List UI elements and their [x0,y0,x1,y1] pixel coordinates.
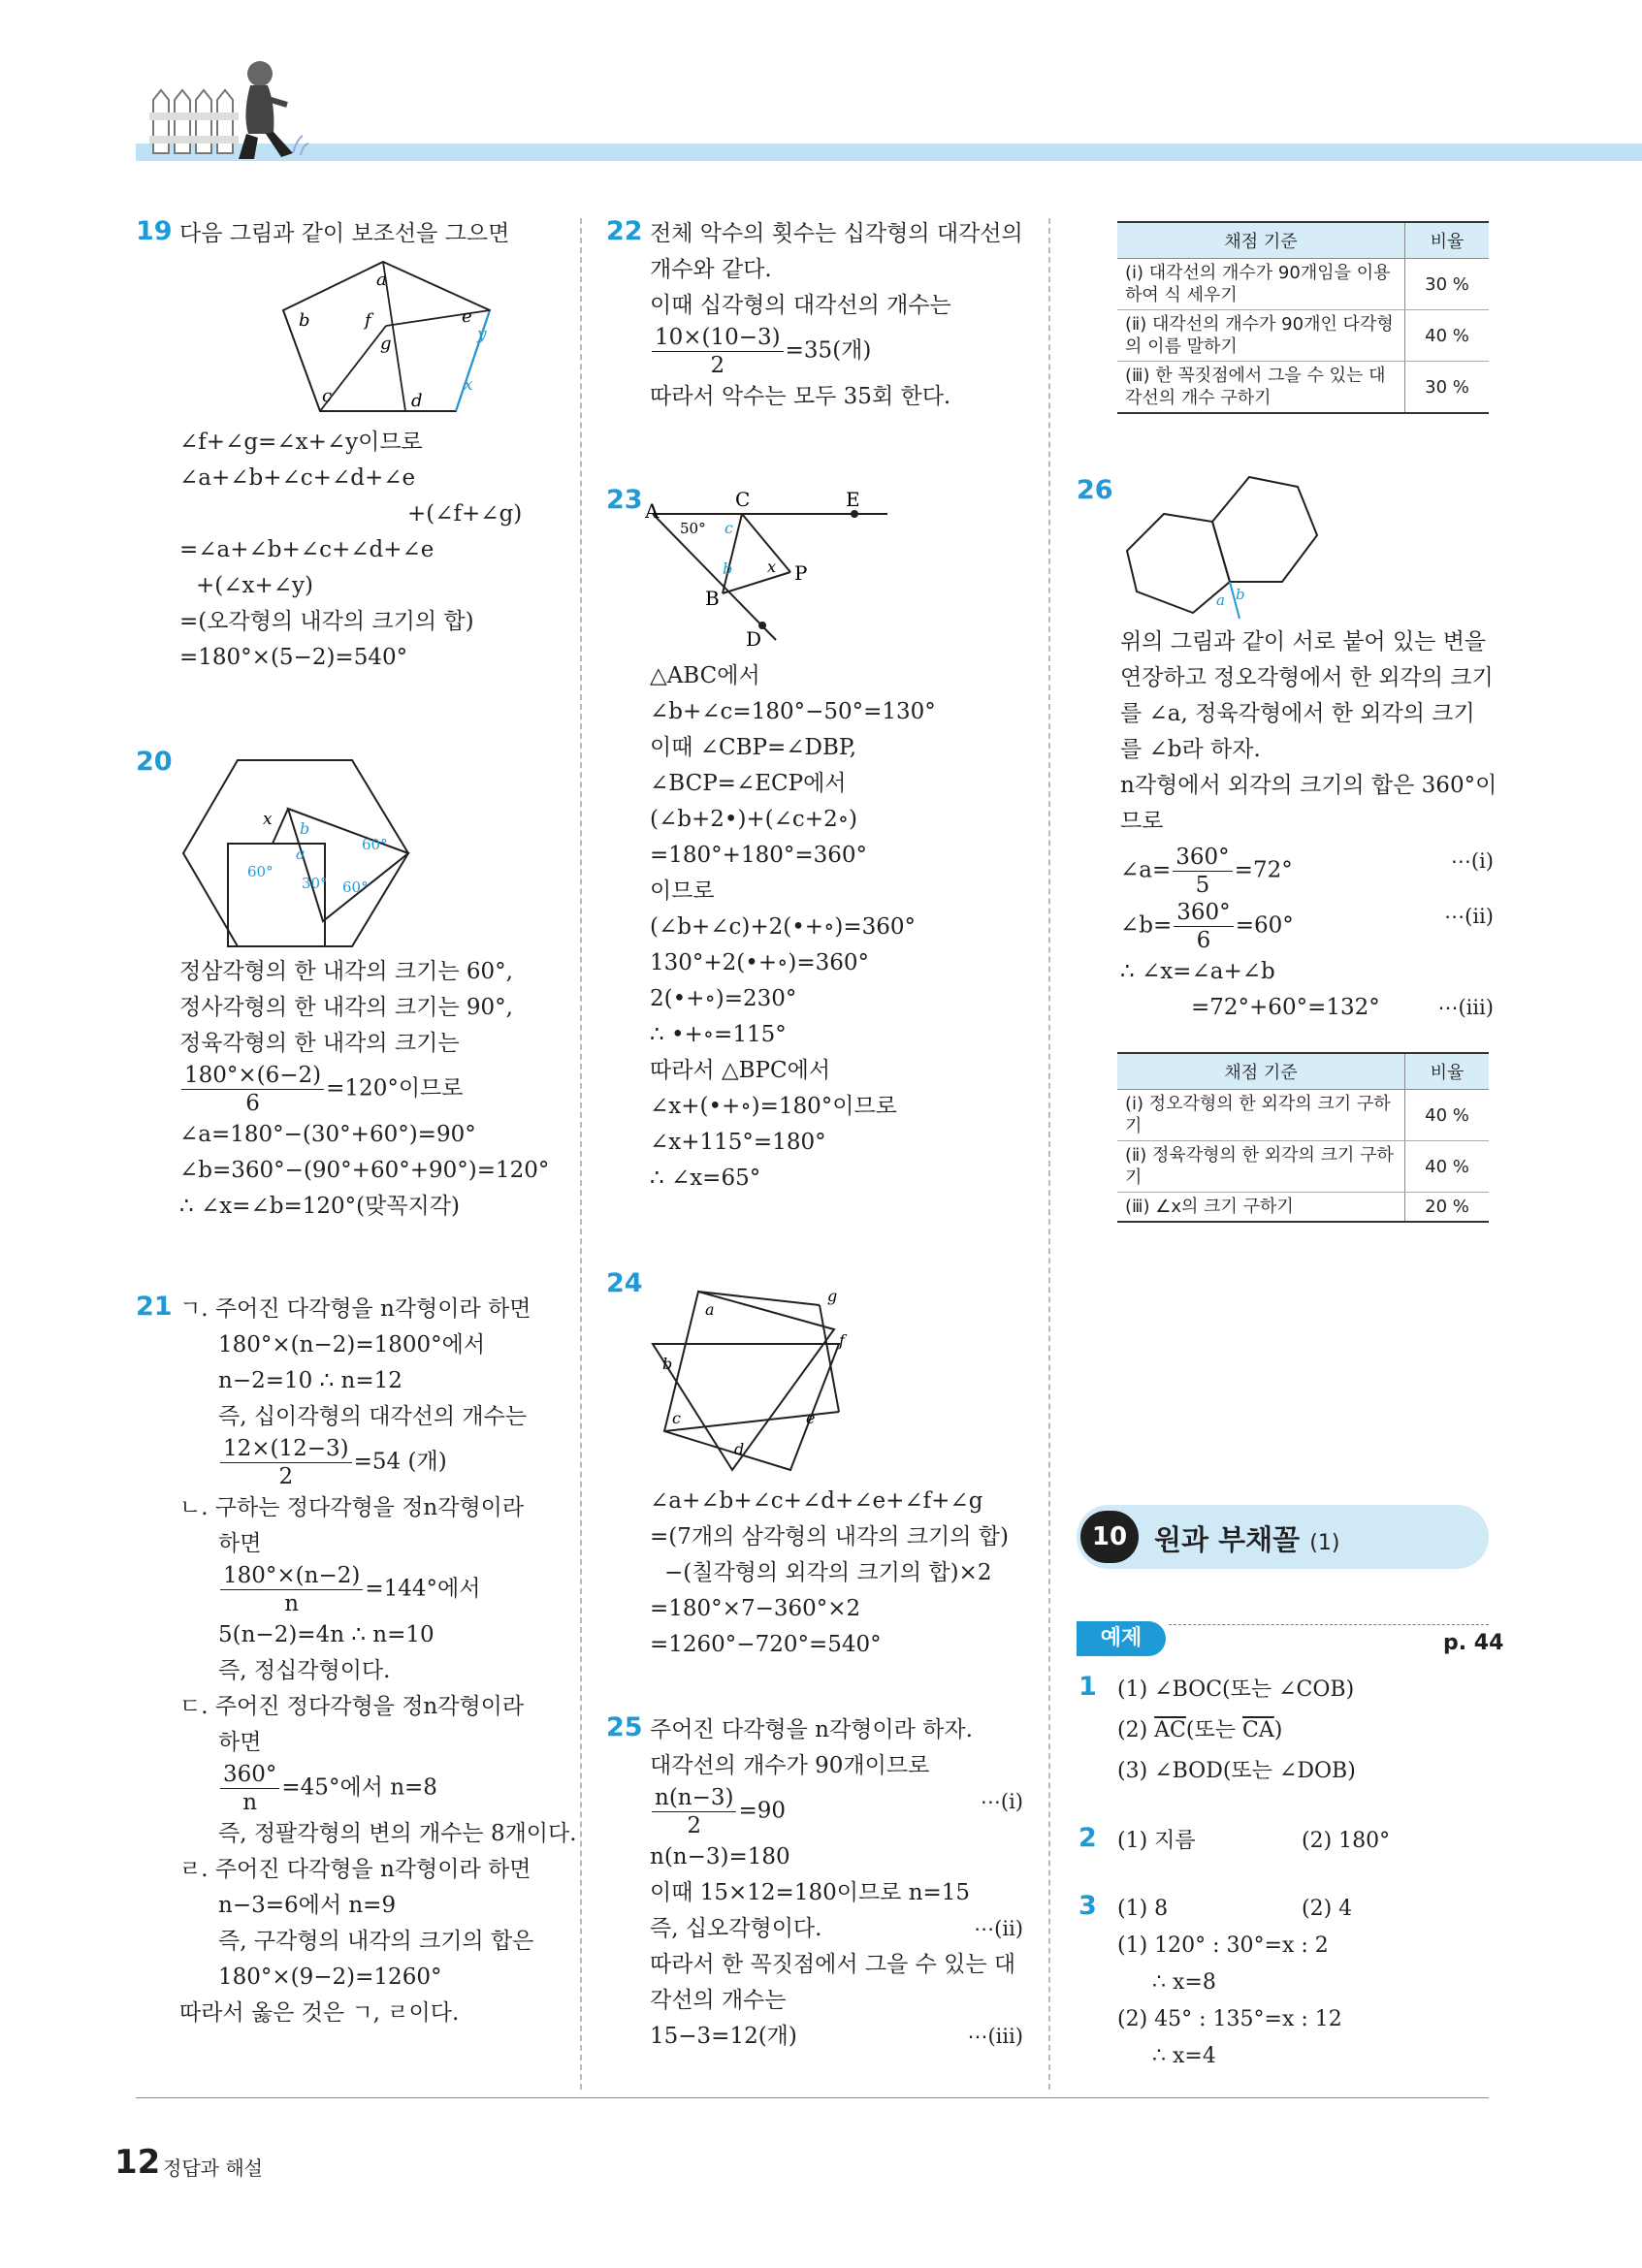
problem-25 [606,1712,1023,2055]
label-c: c [672,1409,681,1427]
label-x: x [464,375,473,395]
text-line: 각선의 개수는 [650,1988,787,2013]
text-line: ∴ ∠x=∠a+∠b [1120,959,1275,984]
fraction-line [136,1435,563,1490]
table-row [1117,362,1489,414]
pentagon-figure [272,256,563,425]
text-line: 5(n−2)=4n ∴ n=10 [218,1622,435,1647]
text-line: 따라서 한 꼭짓점에서 그을 수 있는 대 [650,1952,1016,1977]
text-line: ∠a+∠b+∠c+∠d+∠e+∠f+∠g [650,1488,983,1514]
text-line: 하면 [218,1730,262,1755]
problem-number: 20 [136,747,173,777]
problem-24 [606,1268,1033,1663]
text-line: 이므로 [650,878,715,904]
fraction-line [136,1062,563,1117]
denominator: 2 [687,1813,702,1838]
label-c: c [322,386,333,406]
text-line: ∠f+∠g=∠x+∠y이므로 [179,430,423,455]
denominator: 2 [710,353,725,378]
numerator: 180°×(6−2) [181,1062,324,1090]
numerator: 360° [220,1761,279,1789]
ratio-cell: 30 % [1405,362,1490,414]
label-g: g [827,1287,838,1305]
ratio-cell: 40 % [1405,1141,1490,1193]
label-f: f [365,310,371,331]
example-number: 2 [1079,1823,1097,1853]
denominator: 5 [1195,873,1210,898]
table-row [1117,310,1489,362]
text-line: ∠x+(•+∘)=180°이므로 [650,1094,897,1119]
criteria-cell: (ⅲ) ∠x의 크기 구하기 [1117,1193,1405,1223]
lesson-subtitle: (1) [1309,1531,1340,1555]
example-line: (2) 4 [1302,1897,1353,1921]
text: ∠b= [1120,912,1173,939]
label-C: C [735,488,751,511]
triangle-bisector-figure [645,485,1033,658]
text-line: ∠b+∠c=180°−50°=130° [650,699,936,724]
problem-number: 23 [606,485,643,515]
step-marker: ⋯(ⅱ) [1444,905,1494,928]
numerator: 10×(10−3) [652,324,784,352]
text-line: =180°×7−360°×2 [650,1596,861,1621]
text-line: 므로 [1120,809,1164,834]
fraction-line [1077,844,1494,899]
text-line: 따라서 옳은 것은 ㄱ, ㄹ이다. [179,2000,460,2026]
text-line: ㄹ. 주어진 다각형을 n각형이라 하면 [179,1857,531,1882]
criteria-cell: (ⅲ) 한 꼭짓점에서 그을 수 있는 대각선의 개수 구하기 [1117,362,1405,414]
text-line: 대각선의 개수가 90개이므로 [650,1753,930,1778]
page-label: 정답과 해설 [163,2156,263,2180]
table-header-criteria: 채점 기준 [1117,1053,1405,1090]
text-line: 정육각형의 한 내각의 크기는 [179,1031,460,1056]
label-x: x [767,558,777,576]
text-line-with-marker [606,2019,1023,2055]
label-b: b [1236,586,1245,603]
label-a: a [1216,591,1225,609]
text-line: 이때 십각형의 대각선의 개수는 [650,293,951,318]
problem-number: 24 [606,1268,643,1298]
table-row [1117,259,1489,310]
label-b: b [299,310,310,331]
fraction [1174,899,1233,954]
fraction-line [136,1761,563,1816]
label-a: a [376,270,387,290]
label-b: b [662,1355,673,1373]
fraction [220,1435,352,1490]
lesson-number-badge: 10 [1080,1511,1139,1563]
denominator: n [242,1790,258,1815]
example-number: 1 [1079,1672,1097,1702]
label-d: d [734,1440,745,1458]
fraction-tail: =35(개) [785,337,872,364]
text-line: 개수와 같다. [650,257,772,282]
text: 15−3=12(개) [650,2024,797,2049]
fraction-tail: =120°이므로 [326,1075,464,1102]
problem-number: 19 [136,216,173,246]
footer-divider [136,2097,1489,2098]
label-E: E [846,488,860,511]
text-line: ∴ ∠x=∠b=120°(맞꼭지각) [179,1194,460,1219]
text-line: △ABC에서 [650,663,760,688]
example-line: ∴ x=4 [1152,2044,1216,2068]
text-line: +(∠x+∠y) [196,573,313,598]
text-line: 전체 악수의 횟수는 십각형의 대각선의 [650,221,1023,246]
lesson-title-text: 원과 부채꼴 [1154,1523,1301,1556]
label-B: B [705,587,720,610]
criteria-cell: (ⅱ) 대각선의 개수가 90개인 다각형의 이름 말하기 [1117,310,1405,362]
fraction [1173,844,1232,899]
label-50: 50° [680,520,706,537]
numerator: 360° [1173,844,1232,872]
text-line: 2(•+∘)=230° [650,986,797,1011]
star-heptagon-figure [645,1276,1033,1484]
fraction-line [606,1784,1023,1839]
label-60b: 60° [247,863,274,880]
fraction [220,1562,363,1617]
text-line: 위의 그림과 같이 서로 붙어 있는 변을 [1120,629,1487,655]
text-line: ∴ ∠x=65° [650,1166,761,1191]
text: 즉, 십오각형이다. [650,1916,822,1941]
text-line: 연장하고 정오각형에서 한 외각의 크기 [1120,665,1494,690]
label-a: a [296,845,306,863]
text-line: 130°+2(•+∘)=360° [650,950,870,975]
fraction-line [136,1562,563,1617]
step-marker: ⋯(ⅰ) [980,1790,1023,1813]
gardener-illustration [145,56,310,165]
label-e: e [462,306,472,327]
text-line: =1260°−720°=540° [650,1632,882,1657]
denominator: 6 [245,1091,260,1116]
header-band [136,144,1642,161]
fraction [652,324,784,379]
step-marker: ⋯(ⅲ) [1437,996,1494,1019]
column-divider-2 [1048,218,1050,2090]
fraction-tail: =54 (개) [353,1449,447,1475]
text-line: 즉, 정십각형이다. [218,1658,391,1683]
page-number: 12 [114,2143,161,2182]
example-line: (2) 180° [1302,1829,1391,1853]
problem-19 [136,216,563,676]
text-line: 이때 15×12=180이므로 n=15 [650,1880,971,1905]
table-row [1117,1141,1489,1193]
arc: $\overline{AC}$ [1154,1718,1186,1742]
denominator: 2 [278,1464,294,1489]
step-marker: ⋯(ⅱ) [974,1917,1023,1940]
label-y: y [477,325,487,344]
example-line: (2) $\overline{AC}$(또는 $\overline{CA}$) [1117,1718,1283,1742]
text-line: ∴ •+∘=115° [650,1022,787,1047]
text-line: ∠x+115°=180° [650,1130,826,1155]
text-line: 정사각형의 한 내각의 크기는 90°, [179,995,513,1020]
text-line: 를 ∠b라 하자. [1120,737,1261,762]
text-line: +(∠f+∠g) [407,501,523,527]
text-line: (∠b+2•)+(∠c+2∘) [650,807,857,832]
example-line: (1) 지름 [1117,1829,1196,1853]
column-divider-1 [580,218,582,2090]
label-f: f [839,1331,845,1350]
text-line: n−3=6에서 n=9 [218,1893,397,1918]
fraction-tail: =45°에서 n=8 [281,1774,437,1801]
text-line: =180°+180°=360° [650,843,868,868]
problem-20 [136,747,563,1225]
ratio-cell: 20 % [1405,1193,1490,1223]
label-P: P [794,561,808,585]
text-line: −(칠각형의 외각의 크기의 합)×2 [664,1560,992,1585]
example-line: (1) 8 [1117,1897,1169,1921]
text-line: ∠BCP=∠ECP에서 [650,771,847,796]
numerator: 12×(12−3) [220,1435,352,1463]
label-60c: 60° [342,878,369,896]
text-line: ㄱ. 주어진 다각형을 n각형이라 하면 [179,1296,531,1322]
problem-number: 25 [606,1712,643,1742]
label-b: b [723,559,733,578]
problem-26 [1077,475,1497,1026]
text-line: =180°×(5−2)=540° [179,645,408,670]
text-line: 즉, 정팔각형의 변의 개수는 8개이다. [218,1821,577,1846]
fraction-line [1077,899,1494,954]
denominator: n [284,1591,300,1616]
text-line: =(오각형의 내각의 크기의 합) [179,609,474,634]
text-line: 즉, 구각형의 내각의 크기의 합은 [218,1929,534,1954]
text-line: n(n−3)=180 [650,1844,790,1869]
fraction [181,1062,324,1117]
text-line: 180°×(n−2)=1800°에서 [218,1332,486,1358]
denominator: 6 [1196,928,1211,953]
pentagon-hexagon-figure [1115,475,1494,624]
label-b: b [300,819,310,838]
label-c: c [724,519,733,537]
text-line: ∠b=360°−(90°+60°+90°)=120° [179,1158,550,1183]
example-divider [1169,1624,1489,1625]
text-line: 정삼각형의 한 내각의 크기는 60°, [179,959,513,984]
fraction [652,1784,736,1839]
label-30: 30° [302,875,328,892]
text-line: 즉, 십이각형의 대각선의 개수는 [218,1404,528,1429]
text-line: 주어진 다각형을 n각형이라 하자. [650,1717,973,1742]
text-line: (∠b+∠c)+2(•+∘)=360° [650,914,917,940]
arc: $\overline{CA}$ [1241,1718,1274,1742]
table-row [1117,1193,1489,1223]
example-number: 3 [1079,1891,1097,1921]
text-line: 를 ∠a, 정육각형에서 한 외각의 크기 [1120,701,1475,726]
ratio-cell: 40 % [1405,1090,1490,1141]
table-header-ratio: 비율 [1405,222,1490,259]
label-e: e [806,1409,816,1427]
example-line: (3) ∠BOD(또는 ∠DOB) [1117,1759,1356,1783]
step-marker: ⋯(ⅲ) [967,2025,1023,2048]
label-A: A [645,499,660,523]
text-line: 하면 [218,1531,262,1556]
text-line: n−2=10 ∴ n=12 [218,1368,402,1393]
text-line-with-marker [606,1911,1023,1947]
example-label: 예제 [1077,1621,1166,1656]
fraction-line [606,324,1033,379]
text-line: 이때 ∠CBP=∠DBP, [650,735,857,760]
criteria-cell: (ⅰ) 대각선의 개수가 90개임을 이용하여 식 세우기 [1117,259,1405,310]
text-line: ∠a=180°−(30°+60°)=90° [179,1122,476,1147]
example-line: (1) ∠BOC(또는 ∠COB) [1117,1677,1355,1702]
numerator: 180°×(n−2) [220,1562,363,1590]
ratio-cell: 30 % [1405,259,1490,310]
problem-21 [136,1292,577,2031]
step-marker: ⋯(ⅰ) [1450,849,1494,873]
lesson-banner [1077,1505,1489,1569]
text-line: ∠a+∠b+∠c+∠d+∠e [179,465,416,491]
numerator: 360° [1174,899,1233,927]
table-header-ratio: 비율 [1405,1053,1490,1090]
text-line: =∠a+∠b+∠c+∠d+∠e [179,537,435,562]
text-line: =(7개의 삼각형의 내각의 크기의 합) [650,1524,1009,1549]
label-x: x [263,810,273,829]
ratio-cell: 40 % [1405,310,1490,362]
criteria-cell: (ⅱ) 정육각형의 한 외각의 크기 구하기 [1117,1141,1405,1193]
label-d: d [411,391,423,411]
hexagon-square-triangle-figure [179,756,563,954]
fraction-tail: =144°에서 [365,1576,481,1602]
text-line: ㄴ. 구하는 정다각형을 정n각형이라 [179,1495,525,1520]
problem-number: 22 [606,216,643,246]
text-line: 따라서 악수는 모두 35회 한다. [650,384,951,409]
example-line: ∴ x=8 [1152,1970,1216,1995]
text-line: 따라서 △BPC에서 [650,1058,831,1083]
lesson-title [1154,1518,1339,1558]
example-line: (1) 120° : 30°=x : 2 [1117,1933,1329,1958]
grading-table-26 [1117,1052,1489,1223]
numerator: n(n−3) [652,1784,736,1812]
label-g: g [380,334,392,354]
text-line-with-marker [1077,990,1494,1026]
text: =72°+60°=132° [1191,995,1380,1020]
label-a: a [705,1300,715,1319]
problem-intro: 다음 그림과 같이 보조선을 그으면 [179,221,510,246]
page-reference: p. 44 [1443,1631,1504,1655]
grading-table-25 [1117,221,1489,414]
text-line: ㄷ. 주어진 정다각형을 정n각형이라 [179,1694,525,1719]
example-line: (2) 45° : 135°=x : 12 [1117,2007,1342,2031]
text-line: n각형에서 외각의 크기의 합은 360°이 [1120,773,1497,798]
table-row [1117,1090,1489,1141]
fraction-tail: =72° [1234,857,1293,883]
problem-22 [606,216,1033,415]
problem-number: 26 [1077,475,1113,505]
problem-23 [606,485,1033,1197]
label-60a: 60° [362,836,388,853]
text-line: 180°×(9−2)=1260° [218,1965,442,1990]
problem-number: 21 [136,1292,173,1322]
fraction [220,1761,279,1816]
fraction-tail: =90 [738,1798,787,1824]
label-D: D [746,627,762,651]
criteria-cell: (ⅰ) 정오각형의 한 외각의 크기 구하기 [1117,1090,1405,1141]
text: ∠a= [1120,857,1172,883]
fraction-tail: =60° [1235,912,1294,939]
table-header-criteria: 채점 기준 [1117,222,1405,259]
